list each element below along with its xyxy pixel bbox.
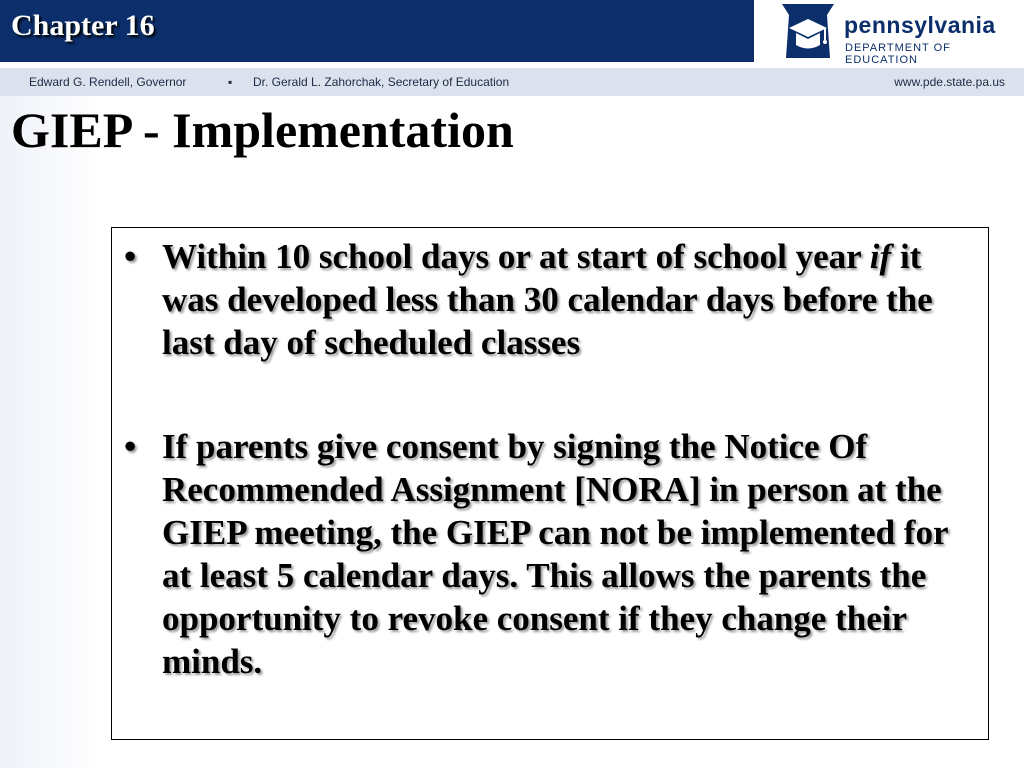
separator-icon: ▪: [228, 75, 233, 89]
governor-credit: Edward G. Rendell, Governor: [29, 75, 187, 89]
bullet-icon: •: [124, 237, 137, 276]
bullet-item: [124, 425, 972, 683]
bullet-text: Within 10 school days or at start of school year: [162, 237, 870, 276]
bullet-icon: •: [124, 427, 137, 466]
background-shading: [0, 96, 100, 768]
content-box: [111, 227, 989, 740]
secretary-credit: Dr. Gerald L. Zahorchak, Secretary of Education: [253, 75, 510, 89]
info-bar: [0, 68, 1024, 96]
website-url: www.pde.state.pa.us: [894, 75, 1005, 89]
logo-subtitle: DEPARTMENT OF EDUCATION: [845, 42, 951, 66]
bullet-item: [124, 235, 972, 364]
slide-title: GIEP - Implementation: [11, 102, 514, 158]
pde-logo: [754, 0, 1024, 66]
logo-wordmark: pennsylvania: [844, 12, 996, 38]
header-bar: [0, 0, 754, 62]
keystone-graduation-cap-icon: [778, 2, 838, 60]
bullet-text-continued: it was developed less than 30 calendar days before the last day of scheduled classes: [162, 237, 933, 362]
bullet-text: If parents give consent by signing the Notice Of Recommended Assignment [NORA] in person at the GIEP meeting, the GIEP can not be implemented for at least 5 calendar days. This allows the parents the opportunity to revoke consent if they change their minds.: [162, 427, 948, 681]
chapter-title: Chapter 16: [11, 9, 155, 42]
bullet-italic-text: if: [869, 237, 892, 276]
